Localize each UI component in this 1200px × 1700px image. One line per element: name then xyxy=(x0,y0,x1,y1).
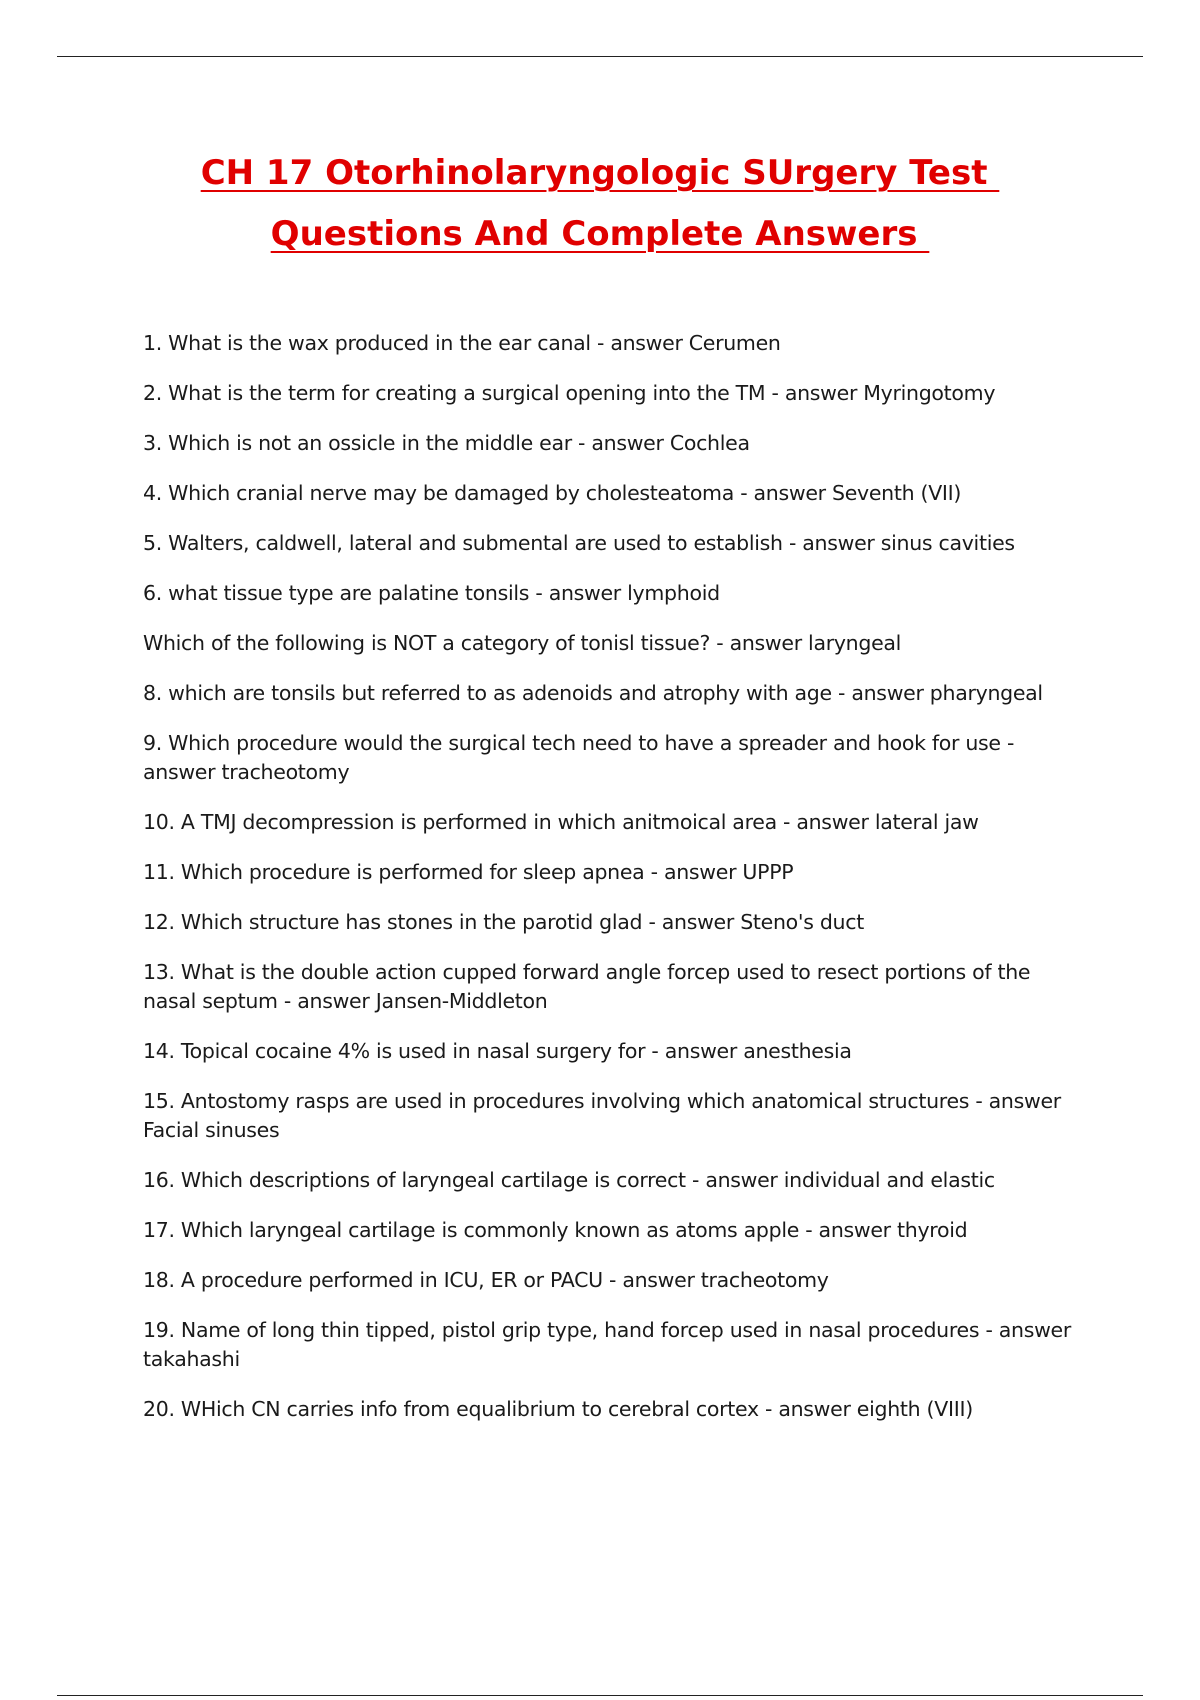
question-item: 2. What is the term for creating a surgical opening into the TM - answer Myringotomy xyxy=(143,381,996,405)
question-item: 3. Which is not an ossicle in the middle ear - answer Cochlea xyxy=(143,431,750,455)
question-item: 5. Walters, caldwell, lateral and submental are used to establish - answer sinus cavities xyxy=(143,531,1015,555)
question-item: 20. WHich CN carries info from equalibrium to cerebral cortex - answer eighth (VIII) xyxy=(143,1397,973,1421)
question-item: 12. Which structure has stones in the parotid glad - answer Steno's duct xyxy=(143,910,864,934)
question-item: 10. A TMJ decompression is performed in which anitmoical area - answer lateral jaw xyxy=(143,810,979,834)
question-item: 6. what tissue type are palatine tonsils - answer lymphoid xyxy=(143,581,720,605)
question-item: 11. Which procedure is performed for sleep apnea - answer UPPP xyxy=(143,860,794,884)
question-item: 4. Which cranial nerve may be damaged by cholesteatoma - answer Seventh (VII) xyxy=(143,481,962,505)
question-item: 13. What is the double action cupped forward angle forcep used to resect portions of the nasal septum - answer Jansen-Middleton xyxy=(143,960,1031,1013)
title-line-1: CH 17 Otorhinolaryngologic SUrgery Test xyxy=(200,153,1000,193)
question-item: 18. A procedure performed in ICU, ER or PACU - answer tracheotomy xyxy=(143,1268,829,1292)
question-item: 17. Which laryngeal cartilage is commonly known as atoms apple - answer thyroid xyxy=(143,1218,968,1242)
question-item: 9. Which procedure would the surgical tech need to have a spreader and hook for use - answer tracheotomy xyxy=(143,731,1015,784)
question-item: 19. Name of long thin tipped, pistol grip type, hand forcep used in nasal procedures - answer takahashi xyxy=(143,1318,1071,1371)
title-line-2: Questions And Complete Answers xyxy=(270,214,930,254)
question-item: Which of the following is NOT a category of tonisl tissue? - answer laryngeal xyxy=(143,631,902,655)
top-divider xyxy=(57,56,1143,57)
bottom-divider xyxy=(57,1695,1143,1696)
question-list xyxy=(143,329,1083,1445)
question-item: 15. Antostomy rasps are used in procedures involving which anatomical structures - answer Facial sinuses xyxy=(143,1089,1061,1142)
question-item: 16. Which descriptions of laryngeal cartilage is correct - answer individual and elastic xyxy=(143,1168,995,1192)
question-item: 8. which are tonsils but referred to as adenoids and atrophy with age - answer pharyngeal xyxy=(143,681,1043,705)
document-title xyxy=(0,143,1200,265)
question-item: 1. What is the wax produced in the ear canal - answer Cerumen xyxy=(143,331,781,355)
question-item: 14. Topical cocaine 4% is used in nasal surgery for - answer anesthesia xyxy=(143,1039,852,1063)
